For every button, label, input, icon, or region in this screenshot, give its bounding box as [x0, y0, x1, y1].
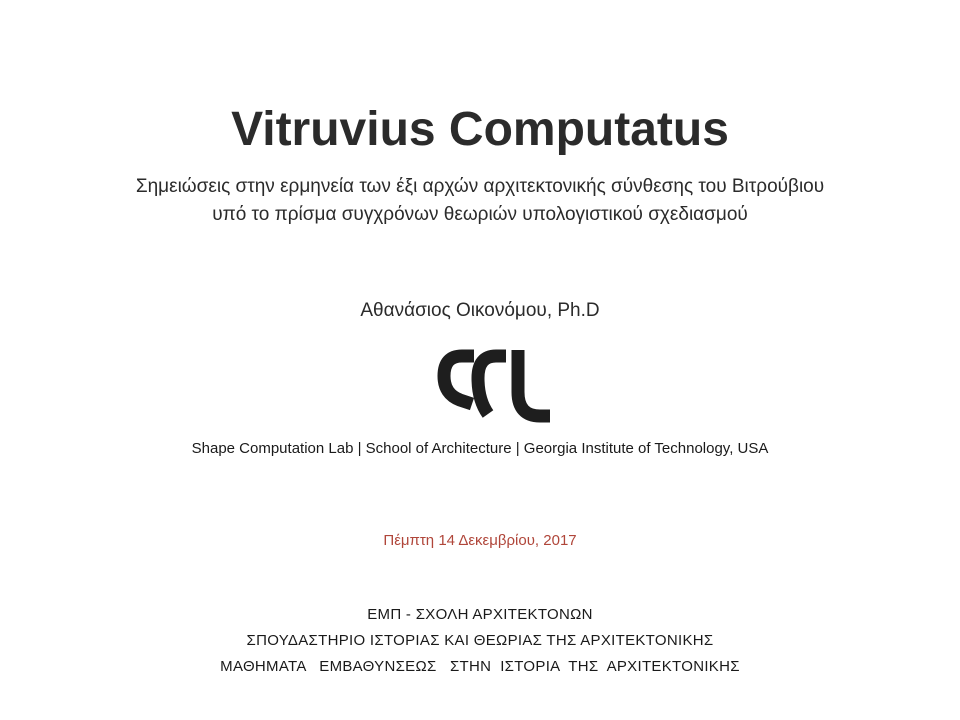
institution-line-2: ΣΠΟΥΔΑΣΤΗΡΙΟ ΙΣΤΟΡΙΑΣ ΚΑΙ ΘΕΩΡΙΑΣ ΤΗΣ ΑΡΧΙΤΕΚΤΟΝΙΚΗΣ [246, 632, 714, 649]
subtitle-line-2: υπό το πρίσμα συγχρόνων θεωριών υπολογιστικού σχεδιασμού [212, 204, 748, 225]
affiliation-text: Shape Computation Lab | School of Architecture | Georgia Institute of Technology, USA [191, 440, 769, 457]
slide-title: Vitruvius Computatus [231, 103, 729, 156]
institution-line-3: ΜΑΘΗΜΑΤΑ ΕΜΒΑΘΥΝΣΕΩΣ ΣΤΗΝ ΙΣΤΟΡΙΑ ΤΗΣ ΑΡΧΙΤΕΚΤΟΝΙΚΗΣ [220, 658, 740, 675]
author-name: Αθανάσιος Οικονόμου, Ph.D [360, 300, 600, 321]
institution-line-1: ΕΜΠ - ΣΧΟΛΗ ΑΡΧΙΤΕΚΤΟΝΩΝ [367, 606, 593, 623]
scl-logo-icon [436, 348, 552, 424]
presentation-date: Πέμπτη 14 Δεκεμβρίου, 2017 [383, 532, 577, 549]
subtitle-line-1: Σημειώσεις στην ερμηνεία των έξι αρχών αρχιτεκτονικής σύνθεσης του Βιτρούβιου [135, 176, 825, 197]
